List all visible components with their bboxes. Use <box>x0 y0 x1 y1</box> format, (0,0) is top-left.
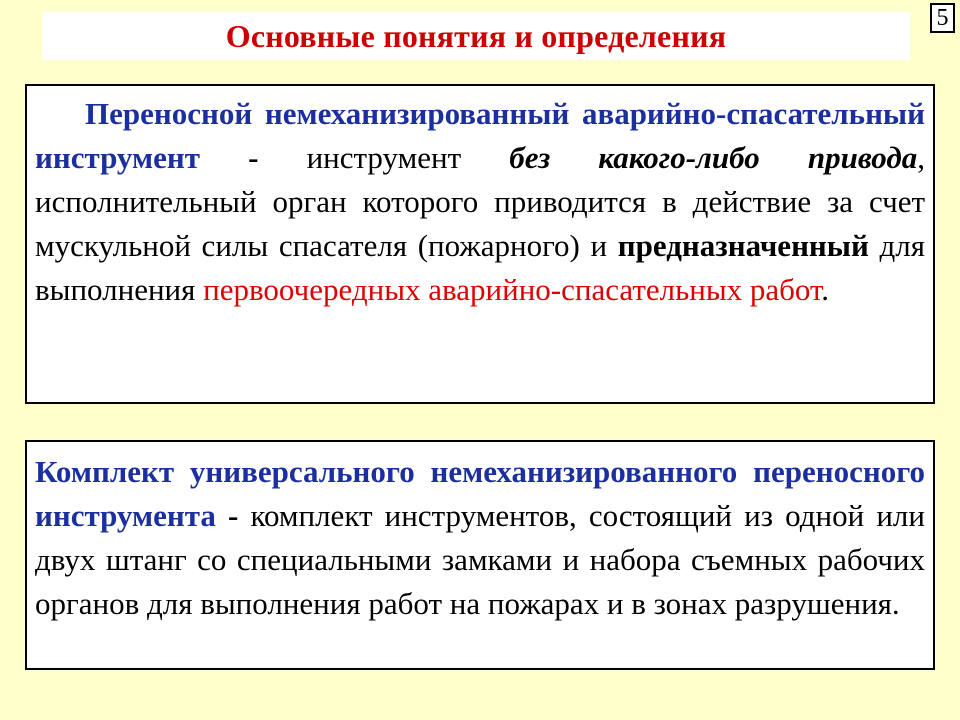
definition-1-text-3: для выполнения <box>35 228 925 307</box>
page-number: 5 <box>930 3 955 33</box>
definition-1-emphasis-2: предназначенный <box>617 228 869 263</box>
definition-2-dash: - <box>215 498 251 533</box>
slide-title: Основные понятия и определения <box>225 17 727 54</box>
definition-1-emphasis-1: без какого-либо привода <box>509 140 918 175</box>
definition-1-term: Переносной немеханизированный аварийно-спасательный инструмент <box>35 96 925 175</box>
definition-1-text-2: , исполнительный орган которого приводится в действие за счет мускульной силы спасателя (пожарного) и <box>35 140 925 263</box>
definition-2-term: Комплект универсального немеханизированного переносного инструмента <box>35 454 925 533</box>
definition-1-text-1: инструмент <box>306 140 510 175</box>
definition-1-dash: - <box>199 140 307 175</box>
definition-1-end: . <box>821 272 829 307</box>
slide-title-box <box>42 12 910 60</box>
definition-1-highlight: первоочередных аварийно-спасательных работ <box>203 272 822 307</box>
definition-box-2 <box>25 440 935 670</box>
definition-2-text: комплект инструментов, состоящий из одной или двух штанг со специальными замками и набора съемных рабочих органов для выполнения работ на пожарах и в зонах разрушения. <box>35 498 925 621</box>
definition-box-1 <box>25 84 935 404</box>
